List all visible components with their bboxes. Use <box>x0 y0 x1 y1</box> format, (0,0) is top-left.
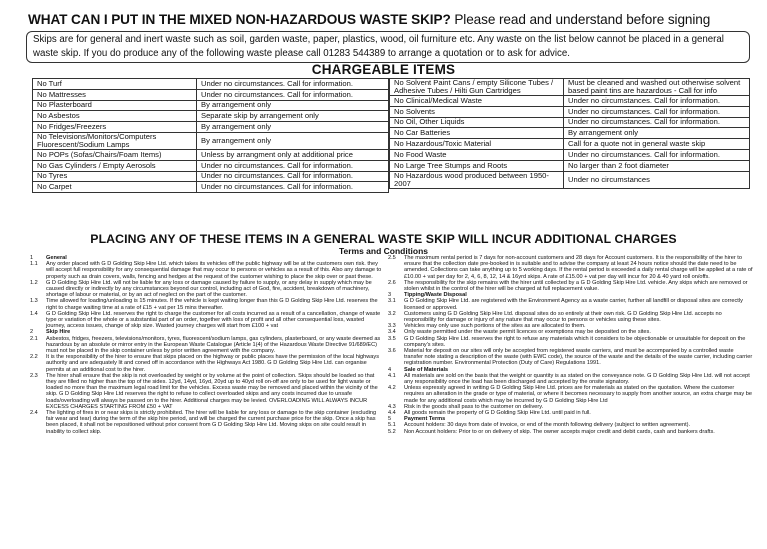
clause-number: 1 <box>30 255 34 261</box>
terms-clause <box>30 311 382 330</box>
clause-text: Non Account holders: Prior to or on delivery of skip. The owner accepts major credit and debit cards, cash and bankers drafts. <box>404 428 715 435</box>
clause-text: Skip Hire <box>46 329 71 336</box>
clause-number: 1.3 <box>30 298 38 305</box>
clause-number: 2.6 <box>388 279 396 286</box>
chargeable-item-row <box>390 96 750 107</box>
chargeable-item-name: No Solvent Paint Cans / empty Silicone Tubes / Adhesive Tubes / Hilti Gun Cartridges <box>390 79 564 96</box>
chargeable-item-info: Unless by arrangment only at additional price <box>197 149 389 160</box>
page-title: WHAT CAN I PUT IN THE MIXED NON-HAZARDOUS WASTE SKIP? Please read and understand before signing <box>28 12 711 27</box>
terms-heading: Terms and Conditions <box>338 246 429 256</box>
clause-text: Customers using G D Golding Skip Hire Ltd. disposal sites do so entirely at their own risk. G D Golding Skip Hire Ltd. accepts no responsibility for damage or injury of any nature that may occur to persons or vehicles using these sites. <box>404 310 722 324</box>
chargeable-item-info: No larger than 2 foot diameter <box>564 160 750 171</box>
clause-text: All materials are sold on the basis that the weight or quantity is as stated on the conveyance note. G D Golding Skip Hire Ltd. will not accept any responsibility once the load has been discharged and accepted by the onsite signatory. <box>404 372 750 386</box>
chargeable-item-row <box>390 106 750 117</box>
clause-number: 4.2 <box>388 385 396 392</box>
chargeable-item-row <box>390 128 750 139</box>
chargeable-item-info: Call for a quote not in general waste skip <box>564 139 750 150</box>
chargeable-item-info: By arrangement only <box>197 100 389 111</box>
clause-text: Tipping/Waste Disposal <box>404 292 467 299</box>
terms-clause <box>30 354 382 373</box>
terms-clause <box>388 298 753 310</box>
chargeable-item-info: Under no circumstances. Call for information. <box>564 106 750 117</box>
clause-text: G D Golding Skip Hire Ltd. reserves the right to refuse any materials which it considers to be objectionable or unsuitable for deposit on the company's sites. <box>404 335 746 348</box>
clause-text: The responsibility for the skip remains with the hirer until collected by a G D Golding Skip Hire Ltd. vehicle. Any skips which are removed or stolen whilst in the control of the hirer will be charged at full replacement value. <box>404 279 748 293</box>
clause-number: 2 <box>30 329 34 336</box>
chargeable-item-name: No Hazardous/Toxic Material <box>390 139 564 150</box>
terms-column-right <box>388 255 753 435</box>
clause-number: 2.4 <box>30 410 38 417</box>
chargeable-item-name: No Asbestos <box>33 111 197 122</box>
clause-text: Only waste permitted under the waste permit licences or exemptions may be deposited on the sites. <box>404 329 651 336</box>
clause-number: 4.4 <box>388 410 396 417</box>
clause-number: 4 <box>388 366 392 373</box>
terms-clause <box>388 373 753 385</box>
clause-number: 5 <box>388 416 392 423</box>
chargeable-items-table-left <box>32 78 389 193</box>
chargeable-item-name: No Solvents <box>390 106 564 117</box>
chargeable-item-name: No POPs (Sofas/Chairs/Foam Items) <box>33 149 197 160</box>
additional-charges-warning: PLACING ANY OF THESE ITEMS IN A GENERAL WASTE SKIP WILL INCUR ADDITIONAL CHARGES <box>90 232 677 246</box>
chargeable-items-table-right <box>389 78 750 189</box>
chargeable-item-name: No Hazardous wood produced between 1950-2007 <box>390 171 564 188</box>
clause-text: Sale of Materials <box>404 366 449 373</box>
chargeable-item-row <box>390 117 750 128</box>
chargeable-item-info: By arrangement only <box>564 128 750 139</box>
clause-number: 2.5 <box>388 255 396 261</box>
intro-notice: Skips are for general and inert waste such as soil, garden waste, paper, plastics, wood, oil furniture etc. Any waste on the list below cannot be placed in a general waste skip. If you do produce any of the following waste please call 01283 544389 to arrange a quotation or to ask for advice. <box>26 31 750 63</box>
clause-number: 2.1 <box>30 335 38 342</box>
clause-number: 4.1 <box>388 372 396 379</box>
chargeable-item-name: No Plasterboard <box>33 100 197 111</box>
chargeable-item-name: No Oil, Other Liquids <box>390 117 564 128</box>
clause-number: 3.3 <box>388 323 396 330</box>
chargeable-item-row <box>33 160 389 171</box>
terms-clause <box>30 261 382 280</box>
chargeable-item-row <box>33 89 389 100</box>
clause-text: G D Golding Skip Hire Ltd. will not be liable for any loss or damage caused by failure to supply, or any delay in supply which may be caused directly or indirectly by any circumstances beyond our control, including act of God, fire, accident, breakdown of machinery, shortage of labour or material, or by an act of neglect on the part of the customer. <box>46 279 372 299</box>
chargeable-item-row <box>390 171 750 188</box>
clause-number: 4.3 <box>388 403 396 410</box>
clause-number: 3 <box>388 292 392 299</box>
terms-clause <box>30 336 382 355</box>
chargeable-item-info: Under no circumstances. Call for information. <box>564 117 750 128</box>
chargeable-items-heading: CHARGEABLE ITEMS <box>311 62 456 77</box>
terms-clause <box>388 255 753 280</box>
terms-clause <box>388 336 753 348</box>
terms-column-left <box>30 255 382 435</box>
chargeable-item-info: Under no circumstances. Call for information. <box>197 89 389 100</box>
chargeable-item-info: Must be cleaned and washed out otherwise solvent based paint tins are hazardous - Call for info <box>564 79 750 96</box>
chargeable-item-row <box>390 149 750 160</box>
clause-text: The maximum rental period is 7 days for non-account customers and 28 days for Account customers. It is the responsibility of the hirer to ensure that the collection date pre-booked in is suitable and to advise the company at least 24 hours notice should the date need to be amended. Collections can take anything up to 5 working days. If the rental period is exceeded a daily rental charge will be applied at a rate of £10.00 + vat per day for 2, 4, 6, 8, 12, 14 & 16yrd skips. A rate of £15.00 + vat per day will incur for 20 & 40 yard roll on/offs. <box>404 255 753 280</box>
chargeable-item-name: No Fridges/Freezers <box>33 122 197 133</box>
clause-number: 1.4 <box>30 310 38 317</box>
clause-number: 3.1 <box>388 298 396 305</box>
clause-number: 3.6 <box>388 348 396 355</box>
chargeable-item-name: No Car Batteries <box>390 128 564 139</box>
clause-text: Account holders: 30 days from date of invoice, or end of the month following delivery (subject to written agreement). <box>404 422 691 429</box>
chargeable-item-info: Under no circumstances. Call for information. <box>564 149 750 160</box>
terms-clause <box>30 410 382 435</box>
chargeable-item-row <box>33 132 389 149</box>
clause-text: G D Golding Skip Hire Ltd. are registered with the Environment Agency as a waste carrier, further all landfill or disposal sites are correctly licensed or approved. <box>404 298 743 311</box>
terms-clause <box>388 280 753 292</box>
clause-text: Payment Terms <box>404 416 446 423</box>
chargeable-item-name: No Clinical/Medical Waste <box>390 96 564 107</box>
clause-number: 1.1 <box>30 261 38 268</box>
chargeable-item-row <box>33 171 389 182</box>
chargeable-item-info: Under no circumstances. Call for information. <box>197 160 389 171</box>
chargeable-item-name: No Televisions/Monitors/Computers Fluorescent/Sodium Lamps <box>33 132 197 149</box>
clause-number: 3.4 <box>388 329 396 336</box>
chargeable-item-row <box>390 160 750 171</box>
chargeable-item-name: No Food Waste <box>390 149 564 160</box>
chargeable-item-name: No Large Tree Stumps and Roots <box>390 160 564 171</box>
chargeable-item-name: No Turf <box>33 79 197 90</box>
clause-number: 5.1 <box>388 422 396 429</box>
terms-clause <box>30 373 382 410</box>
clause-number: 3.2 <box>388 310 396 317</box>
chargeable-item-row <box>33 122 389 133</box>
clause-text: The hirer shall ensure that the skip is not overloaded by weight or by volume at the point of collection. Skips should be loaded so that they are filled no higher than the top of the sides. 12yd, 14yd, 16yd, 20yd up to 40yd roll on-off are only to be used for light waste or loaded no more than the maximum legal road limit for the vehicles. Excess waste may be removed and placed within the vicinity of the skip. G D Golding Skip Hire Ltd reserves the right to refuse to collect overloaded skips and any costs incurred due to unsafe loads/overloading will always be passed on to the hirer. Additional charges may be levied. OVERLOADING WILL ALWAYS INCUR EXCESS CHARGES STARTING FROM £50 + VAT <box>46 372 378 410</box>
chargeable-item-info: By arrangement only <box>197 132 389 149</box>
chargeable-item-row <box>33 111 389 122</box>
terms-clause <box>388 311 753 323</box>
chargeable-item-row <box>33 100 389 111</box>
clause-text: Unless expressly agreed in writing G D Golding Skip Hire Ltd. prices are for materials as stated on the quotation. Where the customer requires an alteration in the grade or type of material, or where it becomes necessary to supply from another source, an extra charge may be made for any additional costs which may be incurred by G D Golding Skip Hire Ltd <box>404 385 752 404</box>
terms-clause <box>388 385 753 404</box>
clause-text: Risk in the goods shall pass to the customer on delivery. <box>404 403 544 410</box>
chargeable-item-info: Under no circumstances. Call for information. <box>197 79 389 90</box>
clause-text: It is the responsibility of the hirer to ensure that skips placed on the highway or public places have the permission of the local highways authority and are adequately lit and coned off in accordance with the Highways Act 1980. G D Golding Skip Hire Ltd. can organise permits at an additional cost to the hirer. <box>46 354 380 373</box>
chargeable-item-name: No Mattresses <box>33 89 197 100</box>
clause-text: G D Golding Skip Hire Ltd. reserves the right to charge the customer for all costs incurred as a result of a cancellation, change of waste type or variation of the whole or a substantial part of an order, together with loss of profit and all other consequential loss, wasted journey, access issues, change of skip size. Wasted journey charges will start from £100 + vat <box>46 310 381 330</box>
clause-number: 2.2 <box>30 354 38 361</box>
terms-clause <box>388 348 753 367</box>
clause-number: 5.2 <box>388 428 396 435</box>
clause-text: Material for deposit on our sites will only be accepted from registered waste carriers, and must be accompanied by a controlled waste transfer note stating a description of the waste (with EWC code), the source of the waste and the details of the waste carrier, including carrier registration number. Environmental Protection (Duty of Care) Regulations 1991. <box>404 348 753 367</box>
chargeable-item-info: Under no circumstances. Call for information. <box>197 171 389 182</box>
clause-number: 1.2 <box>30 279 38 286</box>
clause-text: The lighting of fires in or near skips is strictly prohibited. The hirer will be liable for any loss or damage to the skip container (excluding fair wear and tear) during the term of the skip hire period, and will be charged the current purchase price for the skip. Once a skip has been placed, it shall not be repositioned without prior consent from G D Golding Skip Hire Ltd. Moving skips on site could result in inability to collect skip. <box>46 410 377 435</box>
clause-text: General <box>46 255 67 261</box>
chargeable-item-name: No Carpet <box>33 182 197 193</box>
chargeable-item-name: No Tyres <box>33 171 197 182</box>
terms-clause <box>388 429 753 435</box>
terms-clause <box>30 280 382 299</box>
clause-text: All goods remain the property of G D Golding Skip Hire Ltd. until paid in full. <box>404 410 591 417</box>
clause-number: 3.5 <box>388 335 396 342</box>
chargeable-item-info: Under no circumstances. Call for information. <box>197 182 389 193</box>
chargeable-item-name: No Gas Cylinders / Empty Aerosols <box>33 160 197 171</box>
chargeable-item-info: Separate skip by arrangement only <box>197 111 389 122</box>
chargeable-item-row <box>390 79 750 96</box>
chargeable-item-row <box>33 79 389 90</box>
clause-number: 2.3 <box>30 372 38 379</box>
chargeable-item-info: Under no circumstances <box>564 171 750 188</box>
chargeable-item-info: Under no circumstances. Call for information. <box>564 96 750 107</box>
clause-text: Vehicles may only use such portions of the sites as are allocated to them. <box>404 323 586 330</box>
clause-text: Any order placed with G D Golding Skip Hire Ltd. which takes its vehicles off the public highway will be at the customers own risk. they will accept full responsibility for any consequential damage that may occur to persons or vehicles as a result of this. Also any damage to property such as drain covers, walls, fencing and hedges at the request of the customer wishing to place the skip over or past these. <box>46 261 382 280</box>
clause-text: Time allowed for loading/unloading is 15 minutes. If the vehicle is kept waiting longer than this G D Golding Skip Hire Ltd. reserves the right to charge waiting time at a rate of £15 + vat per 15 mins thereafter. <box>46 298 378 311</box>
chargeable-item-row <box>390 139 750 150</box>
chargeable-item-row <box>33 149 389 160</box>
terms-clause <box>30 298 382 310</box>
clause-text: Asbestos, fridges, freezers, televisions/monitors, tyres, fluorescent/sodium lamps, gas cylinders, plasterboard, or any waste deemed as hazardous by an absolute or mirror entry in the European Waste Catalogue (Article 1(4) of the Hazardous Waste Directive 91/689/EC) must not be placed in the skip container unless by prior written agreement with the company. <box>46 335 381 355</box>
chargeable-item-row <box>33 182 389 193</box>
chargeable-item-info: By arrangement only <box>197 122 389 133</box>
